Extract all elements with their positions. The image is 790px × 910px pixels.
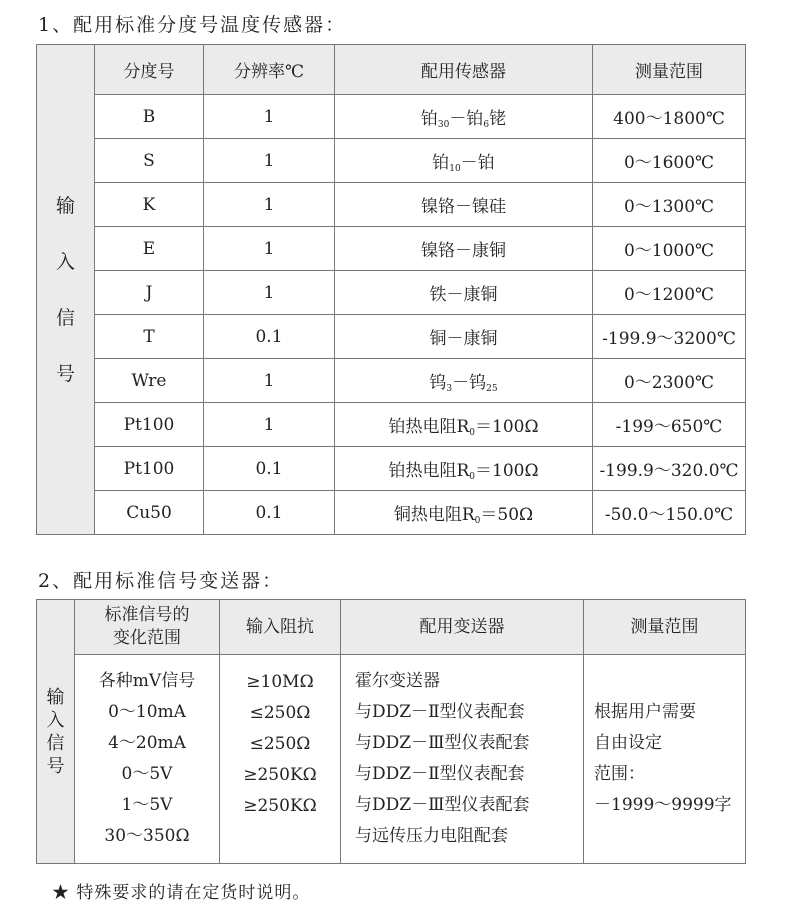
cell-code: K (95, 183, 204, 227)
sensor-subscript: 0 (469, 471, 475, 482)
cell-sensor (335, 95, 593, 139)
transmitter-item: 与DDZ－Ⅱ型仪表配套 (355, 764, 525, 784)
cell-code: S (95, 139, 204, 183)
cell-code: Pt100 (95, 447, 204, 491)
cell-range: -199.9～3200℃ (593, 315, 746, 359)
cell-range: -199～650℃ (593, 403, 746, 447)
cell-code: J (95, 271, 204, 315)
cell-range: 0～2300℃ (593, 359, 746, 403)
header-range: 测量范围 (593, 45, 746, 95)
cell-resolution: 1 (204, 359, 335, 403)
impedance-item: ≥250KΩ (243, 765, 317, 785)
side-label-char: 信 (55, 306, 75, 329)
signal-item: 1～5V (121, 795, 173, 815)
cell-range: -50.0～150.0℃ (593, 491, 746, 535)
table-row (37, 139, 746, 183)
transmitter-item: 与DDZ－Ⅱ型仪表配套 (355, 702, 525, 722)
special-note: ★ 特殊要求的请在定货时说明。 (52, 883, 311, 903)
table-row (37, 491, 746, 535)
cell-range: 0～1200℃ (593, 271, 746, 315)
side-label-char: 输 (46, 686, 65, 708)
header-sensor: 配用传感器 (335, 45, 593, 95)
transmitter-table (36, 599, 746, 864)
range-description (584, 655, 746, 864)
transmitter-item: 霍尔变送器 (355, 671, 440, 691)
sensor-subscript: 3 (446, 383, 453, 394)
header-signal-range: 标准信号的 变化范围 (75, 600, 220, 655)
side-label (37, 45, 95, 535)
side-label-char: 入 (46, 709, 65, 731)
cell-range: 0～1000℃ (593, 227, 746, 271)
sensor-text: 铂 (420, 108, 438, 129)
table-row (37, 359, 746, 403)
side-label-char: 入 (55, 250, 75, 273)
signal-item: 4～20mA (108, 733, 186, 753)
sensor-text: 铜－康铜 (429, 329, 498, 349)
impedance-item: ≥10MΩ (246, 672, 314, 692)
cell-resolution: 0.1 (204, 491, 335, 535)
cell-range: 400～1800℃ (593, 95, 746, 139)
header-range: 测量范围 (584, 600, 746, 655)
cell-code: T (95, 315, 204, 359)
table-row (37, 227, 746, 271)
transmitter-item: 与远传压力电阻配套 (355, 826, 508, 846)
cell-sensor (335, 447, 593, 491)
sensor-text: －铂 (449, 108, 484, 129)
cell-range: 0～1600℃ (593, 139, 746, 183)
table-row (37, 271, 746, 315)
cell-sensor (335, 227, 593, 271)
cell-code: B (95, 95, 204, 139)
cell-range: -199.9～320.0℃ (593, 447, 746, 491)
cell-code: Cu50 (95, 491, 204, 535)
sensor-subscript: 10 (449, 163, 461, 174)
sensor-subscript: 25 (486, 383, 498, 394)
impedance-item: ≥250KΩ (243, 796, 317, 816)
transmitter-table-body (37, 655, 746, 864)
table-row (37, 403, 746, 447)
table-row (37, 447, 746, 491)
sensor-text: 镍铬－康铜 (421, 241, 506, 261)
signal-item: 各种mV信号 (98, 671, 196, 691)
sensor-text: 铂 (432, 152, 450, 173)
table-row (37, 183, 746, 227)
header-code: 分度号 (95, 45, 204, 95)
sensor-text: 铂热电阻R (388, 460, 470, 481)
header-transmitter: 配用变送器 (341, 600, 584, 655)
cell-resolution: 0.1 (204, 315, 335, 359)
signal-item: 0～5V (121, 764, 173, 784)
sensor-text: 铜热电阻R (393, 504, 475, 525)
cell-sensor (335, 359, 593, 403)
cell-resolution: 0.1 (204, 447, 335, 491)
sensor-text: 铑 (489, 108, 507, 129)
section1-title: 1、配用标准分度号温度传感器： (38, 14, 347, 36)
cell-sensor (335, 183, 593, 227)
sensor-table-header (37, 45, 746, 95)
sensor-text: ＝100Ω (475, 416, 539, 437)
cell-resolution: 1 (204, 403, 335, 447)
sensor-text: 钨 (429, 372, 447, 393)
cell-code: Pt100 (95, 403, 204, 447)
section2-title: 2、配用标准信号变送器： (38, 570, 284, 592)
sensor-subscript: 0 (469, 427, 475, 438)
transmitter-item: 与DDZ－Ⅲ型仪表配套 (355, 795, 530, 815)
sensor-text: －铂 (460, 152, 495, 173)
table-row (37, 95, 746, 139)
impedance-list (220, 655, 341, 864)
sensor-subscript: 30 (437, 119, 450, 130)
cell-code: Wre (95, 359, 204, 403)
header-impedance: 输入阻抗 (220, 600, 341, 655)
transmitter-item: 与DDZ－Ⅲ型仪表配套 (355, 733, 530, 753)
transmitter-table-header (37, 600, 746, 655)
cell-sensor (335, 403, 593, 447)
side-label-char: 号 (55, 362, 75, 385)
sensor-text: 铂热电阻R (388, 416, 470, 437)
sensor-text: ＝100Ω (475, 460, 539, 481)
side-label-char: 号 (46, 755, 65, 777)
sensor-table (36, 44, 746, 535)
signal-item: 30～350Ω (104, 826, 190, 846)
sensor-subscript: 0 (474, 515, 481, 526)
cell-resolution: 1 (204, 271, 335, 315)
sensor-text: 镍铬－镍硅 (421, 197, 506, 217)
range-line: 范围： (594, 764, 645, 784)
sensor-text: －钨 (452, 372, 487, 393)
cell-sensor (335, 139, 593, 183)
cell-sensor (335, 491, 593, 535)
range-line: 自由设定 (594, 733, 662, 753)
impedance-item: ≤250Ω (249, 734, 311, 754)
sensor-subscript: 6 (483, 119, 490, 130)
sensor-text: ＝50Ω (480, 504, 534, 525)
sensor-text: 铁－康铜 (429, 285, 498, 305)
cell-sensor (335, 271, 593, 315)
cell-range: 0～1300℃ (593, 183, 746, 227)
side-label (37, 600, 75, 864)
range-line: －1999～9999字 (594, 795, 732, 815)
table-row (37, 315, 746, 359)
signal-list (75, 655, 220, 864)
range-line: 根据用户需要 (594, 702, 696, 722)
cell-sensor (335, 315, 593, 359)
impedance-item: ≤250Ω (249, 703, 311, 723)
cell-resolution: 1 (204, 183, 335, 227)
header-resolution: 分辨率℃ (204, 45, 335, 95)
cell-code: E (95, 227, 204, 271)
cell-resolution: 1 (204, 95, 335, 139)
cell-resolution: 1 (204, 227, 335, 271)
transmitter-list (341, 655, 584, 864)
signal-item: 0～10mA (108, 702, 186, 722)
side-label-char: 信 (46, 732, 65, 754)
cell-resolution: 1 (204, 139, 335, 183)
side-label-char: 输 (55, 194, 75, 217)
